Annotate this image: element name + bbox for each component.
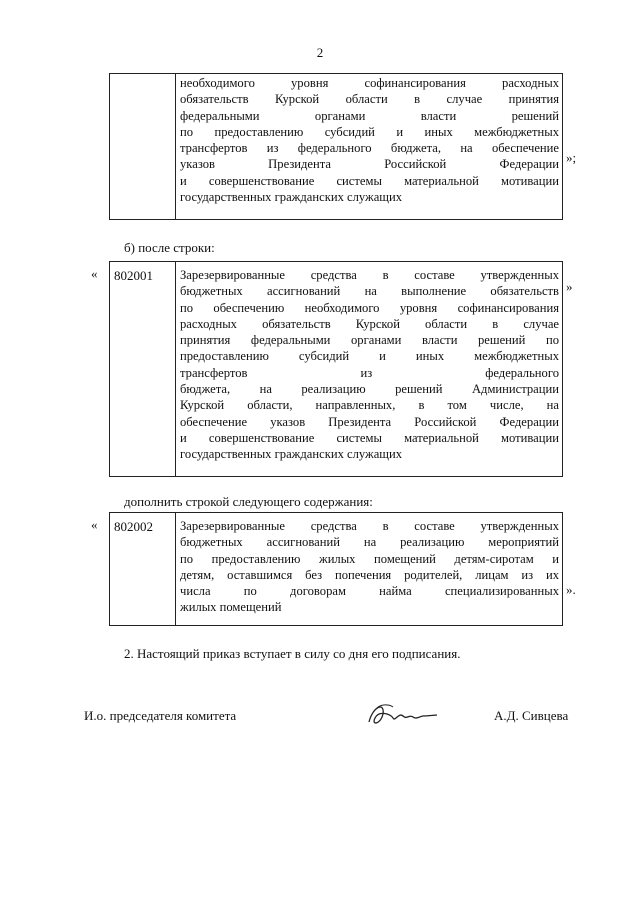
table-row-802002: [109, 512, 563, 626]
table-row-802001: [109, 261, 563, 477]
label-after-row: б) после строки:: [124, 240, 215, 255]
text-line: расходных обязательств Курской области в случае: [180, 316, 559, 331]
text-line: Зарезервированные средства в составе утвержденных: [180, 519, 559, 533]
text-line: по обеспечению необходимого уровня софинансирования: [180, 300, 559, 315]
text-line: числа по договорам найма специализированных: [180, 584, 559, 599]
text-line: принятия федеральными органами власти решений по: [180, 333, 559, 348]
text-line: обеспечение указов Президента Российской Федерации: [180, 414, 559, 429]
code-cell-empty: [110, 74, 176, 219]
description-cell: [176, 74, 562, 219]
text-line: Курской области, направленных, в том числе, на: [180, 398, 559, 413]
text-line: Зарезервированные средства в составе утвержденных: [180, 268, 559, 282]
text-line: необходимого уровня софинансирования расходных: [180, 76, 559, 90]
text-line: трансфертов из федерального: [180, 365, 559, 380]
text-line: и совершенствование системы материальной мотивации: [180, 173, 559, 188]
code-cell: 802002: [110, 513, 176, 625]
text-line: и совершенствование системы материальной мотивации: [180, 430, 559, 445]
handwritten-signature: [363, 698, 443, 732]
description-cell: [176, 262, 562, 476]
closing-quote: ».: [566, 582, 576, 597]
signatory-name: А.Д. Сивцева: [494, 708, 569, 723]
signatory-position: И.о. председателя комитета: [84, 708, 237, 723]
label-add-row: дополнить строкой следующего содержания:: [124, 494, 373, 509]
clause-2: 2. Настоящий приказ вступает в силу со дня его подписания.: [124, 646, 461, 661]
page-number: 2: [316, 45, 324, 60]
text-line: государственных гражданских служащих: [180, 447, 403, 462]
text-line: по предоставлению субсидий и иных межбюджетных: [180, 124, 559, 139]
text-line: бюджетных ассигнований на реализацию мероприятий: [180, 535, 559, 550]
closing-quote: »;: [566, 150, 577, 165]
text-line: предоставлению субсидий и иных межбюджетных: [180, 349, 559, 364]
description-cell: [176, 513, 562, 625]
text-line: обязательств Курской области в случае принятия: [180, 92, 559, 107]
text-line: федеральными органами власти решений: [180, 108, 559, 123]
closing-quote: »: [566, 279, 573, 294]
text-line: жилых помещений: [180, 600, 282, 615]
text-line: трансфертов из федерального бюджета, на обеспечение: [180, 141, 559, 156]
text-line: бюджетных ассигнований на выполнение обязательств: [180, 284, 559, 299]
opening-quote: «: [91, 517, 98, 532]
text-line: по предоставлению жилых помещений детям-сиротам и: [180, 551, 559, 566]
text-line: указов Президента Российской Федерации: [180, 157, 559, 172]
text-line: детям, оставшимся без попечения родителей, лицам из их: [180, 567, 559, 582]
opening-quote: «: [91, 266, 98, 281]
code-cell: 802001: [110, 262, 176, 476]
table-continuation: [109, 73, 563, 220]
text-line: бюджета, на реализацию решений Администрации: [180, 382, 559, 397]
text-line: государственных гражданских служащих: [180, 190, 403, 205]
